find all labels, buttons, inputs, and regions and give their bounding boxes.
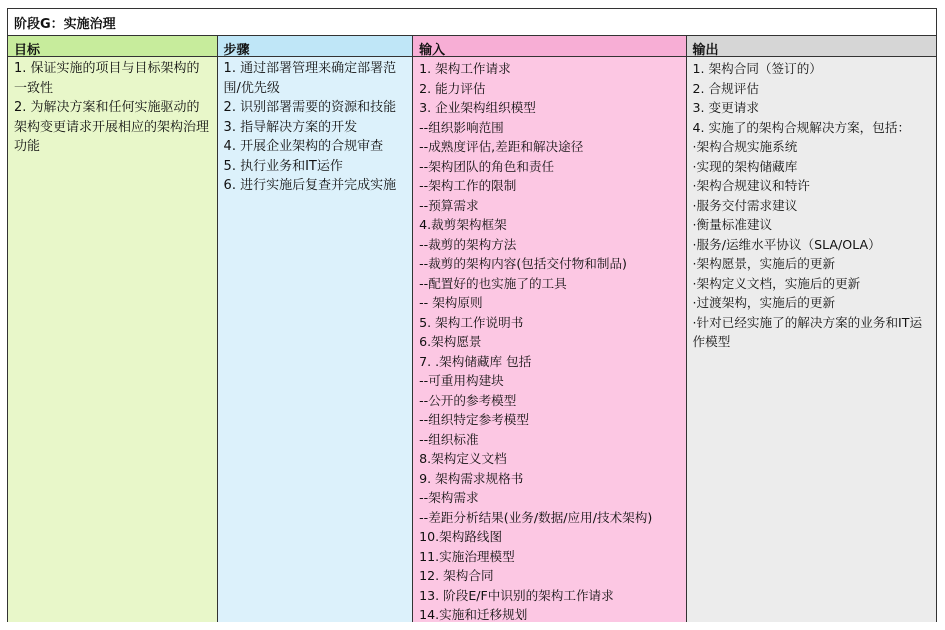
list-item: ·架构定义文档，实施后的更新 [692,275,861,291]
list-item: 2. 为解决方案和任何实施驱动的架构变更请求开展相应的架构治理功能 [14,100,210,154]
list-item: ·架构合规实施系统 [692,139,798,154]
list-item: 7. .架构储藏库 包括 [419,353,532,369]
list-item: --成熟度评估,差距和解决途径 [419,139,584,154]
list-item: ·服务/运维水平协议（SLA/OLA） [692,236,881,252]
outputs-header: 输出 [687,36,936,57]
list-item: --架构需求 [419,490,479,505]
list-item: --公开的参考模型 [419,392,517,408]
list-item: 2. 识别部署需要的资源和技能 [223,100,397,115]
steps-header: 步骤 [218,36,413,57]
list-item: 13. 阶段E/F中识别的架构工作请求 [419,587,614,603]
list-item: 3. 企业架构组织模型 [419,100,536,115]
list-item: 4. 开展企业架构的合规审查 [223,139,384,154]
steps-list [218,57,413,622]
list-item: ·架构愿景，实施后的更新 [692,256,836,271]
list-item: --预算需求 [419,197,479,213]
list-item: --裁剪的架构方法 [419,236,517,252]
list-item: 14.实施和迁移规划 [419,607,528,622]
list-item: ·实现的架构储藏库 [692,158,798,174]
list-item: --组织特定参考模型 [419,412,529,427]
inputs-column [413,36,686,621]
list-item: 3. 指导解决方案的开发 [223,119,358,135]
list-item: 1. 架构工作请求 [419,61,511,76]
goals-header: 目标 [8,36,217,57]
list-item: --组织影响范围 [419,119,504,135]
list-item: 11.实施治理模型 [419,548,515,564]
inputs-list [413,57,685,622]
list-item: 4. 实施了的架构合规解决方案，包括： [692,119,911,135]
list-item: 4.裁剪架构框架 [419,217,507,232]
list-item: ·架构合规建议和特许 [692,178,810,193]
list-item: 6. 进行实施后复查并完成实施 [223,178,397,193]
list-item: 5. 架构工作说明书 [419,314,524,330]
list-item: 9. 架构需求规格书 [419,470,524,486]
governance-table [7,8,937,622]
list-item: 8.架构定义文档 [419,451,507,466]
list-item: 2. 合规评估 [692,80,759,96]
list-item: 1. 通过部署管理来确定部署范围/优先级 [223,61,397,96]
list-item: 5. 执行业务和IT运作 [223,158,343,174]
table-title: 阶段G：实施治理 [8,9,936,36]
steps-column [218,36,414,621]
list-item: --架构工作的限制 [419,178,517,193]
outputs-list [687,57,936,622]
list-item: 12. 架构合同 [419,568,494,583]
list-item: --组织标准 [419,431,479,447]
goals-list [8,57,217,622]
table-columns [8,36,936,621]
list-item: ·衡量标准建议 [692,217,773,232]
list-item: ·针对已经实施了的解决方案的业务和IT运作模型 [692,314,923,349]
goals-column [8,36,218,621]
list-item: ·服务交付需求建议 [692,197,798,213]
list-item: ·过渡架构，实施后的更新 [692,295,836,310]
list-item: --可重用构建块 [419,373,504,388]
list-item: -- 架构原则 [419,295,483,310]
list-item: --裁剪的架构内容(包括交付物和制品) [419,256,627,271]
list-item: 6.架构愿景 [419,334,482,349]
list-item: --架构团队的角色和责任 [419,158,555,174]
inputs-header: 输入 [413,36,685,57]
outputs-column [687,36,936,621]
list-item: 2. 能力评估 [419,80,486,96]
list-item: 10.架构路线图 [419,529,503,544]
list-item: --配置好的也实施了的工具 [419,275,567,291]
list-item: 1. 保证实施的项目与目标架构的一致性 [14,61,200,96]
list-item: 3. 变更请求 [692,100,759,115]
list-item: --差距分析结果(业务/数据/应用/技术架构) [419,509,653,525]
list-item: 1. 架构合同（签订的） [692,61,822,76]
